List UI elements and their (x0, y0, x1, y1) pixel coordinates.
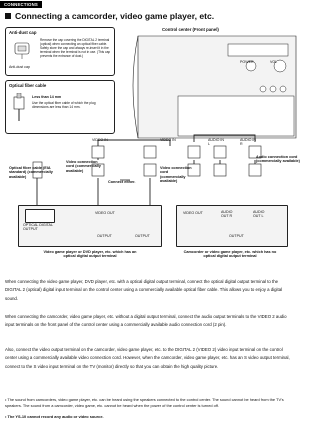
video-out-label-2: VIDEO OUT (183, 211, 203, 215)
note-2-text: The YS-10 cannot record any audio or video source. (7, 414, 104, 419)
audio-in-r-label: AUDIO IN R (240, 138, 256, 147)
optical-out-label: OPTICAL DIGITAL OUTPUT (23, 223, 53, 232)
output-label-2: OUTPUT (135, 234, 150, 238)
video-out-label-1: VIDEO OUT (95, 211, 115, 215)
section-tag: CONNECTIONS (0, 1, 42, 8)
paragraph-3: Also, connect the video output terminal on the camcorder, video game player, etc. to the DIGITAL 2 (VIDEO 2) video input terminal on the control center using a commercially available video connection cord. However, when the camcorder, video game player, etc. has an S video output terminal, connect to the S video input terminal on the TV (monitor) directly so that you can obtain the high quality picture. (5, 347, 290, 369)
antidust-label: Anti-dust cap (9, 65, 30, 69)
panel-power-label: POWER (240, 60, 254, 64)
output-label-1: OUTPUT (97, 234, 112, 238)
fiber-title: Optical fiber cable (9, 83, 47, 88)
audio-out-r-label: AUDIO OUT R (221, 210, 233, 219)
paragraph-1: When connecting the video game player, DVD player, etc. with a optical digital output terminal, connect the optical digital output terminal to the DIGITAL 2 (optical) digital input terminal on the control center using a commercially available optical fiber cable. This allows you to enjoy a digital sound. (5, 279, 283, 301)
fiber-text: Use the optical fiber cable of which the plug dimensions are less than 14 mm. (32, 101, 96, 109)
page-title-text: Connecting a camcorder, video game player, etc. (15, 11, 215, 21)
antidust-text: Remove the cap covering the DIGITAL 2 terminal (optical) when connecting an optical fiber cable. Safely store the cap and always re-insert it in the terminal when the terminal is not in use. (This cap prevents the entrance of dust.) (40, 38, 111, 58)
note-1: • The sound from camcorders, video game player, etc. can be heard using the speakers connected to the control center. The sound cannot be heard from the TV's speakers. The sound from a camcorder, video game, etc. cannot be heard when the power of the control center is turned off. (5, 397, 284, 409)
video-cord-right-label: Video connection cord (commercially available) (160, 166, 192, 184)
paragraph-2: When connecting the camcorder, video game player, etc. without a digital output terminal, connect the audio output terminals to the VIDEO 2 audio input terminals on the front panel of the control center using a commercially available audio connection cord (2 pin). (5, 314, 287, 328)
device-right-box (176, 205, 288, 247)
audio-out-l-label: AUDIO OUT L (253, 210, 265, 219)
device-left-caption: Video game player or DVD player, etc. which has an optical digital output terminal (43, 250, 137, 259)
video-cord-left-label: Video connection cord (commercially available) (66, 160, 101, 173)
antidust-title: Anti-dust cap (9, 30, 37, 35)
output-label-3: OUTPUT (229, 234, 244, 238)
optical-fiber-cable-label: Optical fiber cable (EIA standard) (commercially available) (9, 166, 53, 179)
fiber-size: Less than 14 mm (32, 95, 62, 99)
audio-in-l-label: AUDIO IN L (208, 138, 224, 147)
video-in-label-1: VIDEO IN (92, 138, 108, 142)
audio-cord-label: Audio connection cord (commercially available) (256, 155, 300, 164)
connect-either-label: Connect either. (108, 180, 136, 184)
control-center-label: Control center (Front panel) (162, 27, 219, 32)
panel-vol-label: VOL (270, 60, 278, 64)
device-right-caption: Camcorder or video game player, etc. which has no optical digital output terminal (183, 250, 277, 259)
note-2: • The YS-10 cannot record any audio or video source. (5, 414, 104, 419)
video-in-label-2: VIDEO IN (160, 138, 176, 142)
note-1-text: The sound from camcorders, video game player, etc. can be heard using the speakers connected to the control center. The sound cannot be heard from the TV's speakers. The sound from a camcorder, video game, etc. cannot be heard when the power of the control center is turned off. (5, 397, 284, 409)
optical-out-jack (25, 209, 55, 223)
device-left-box (18, 205, 162, 247)
